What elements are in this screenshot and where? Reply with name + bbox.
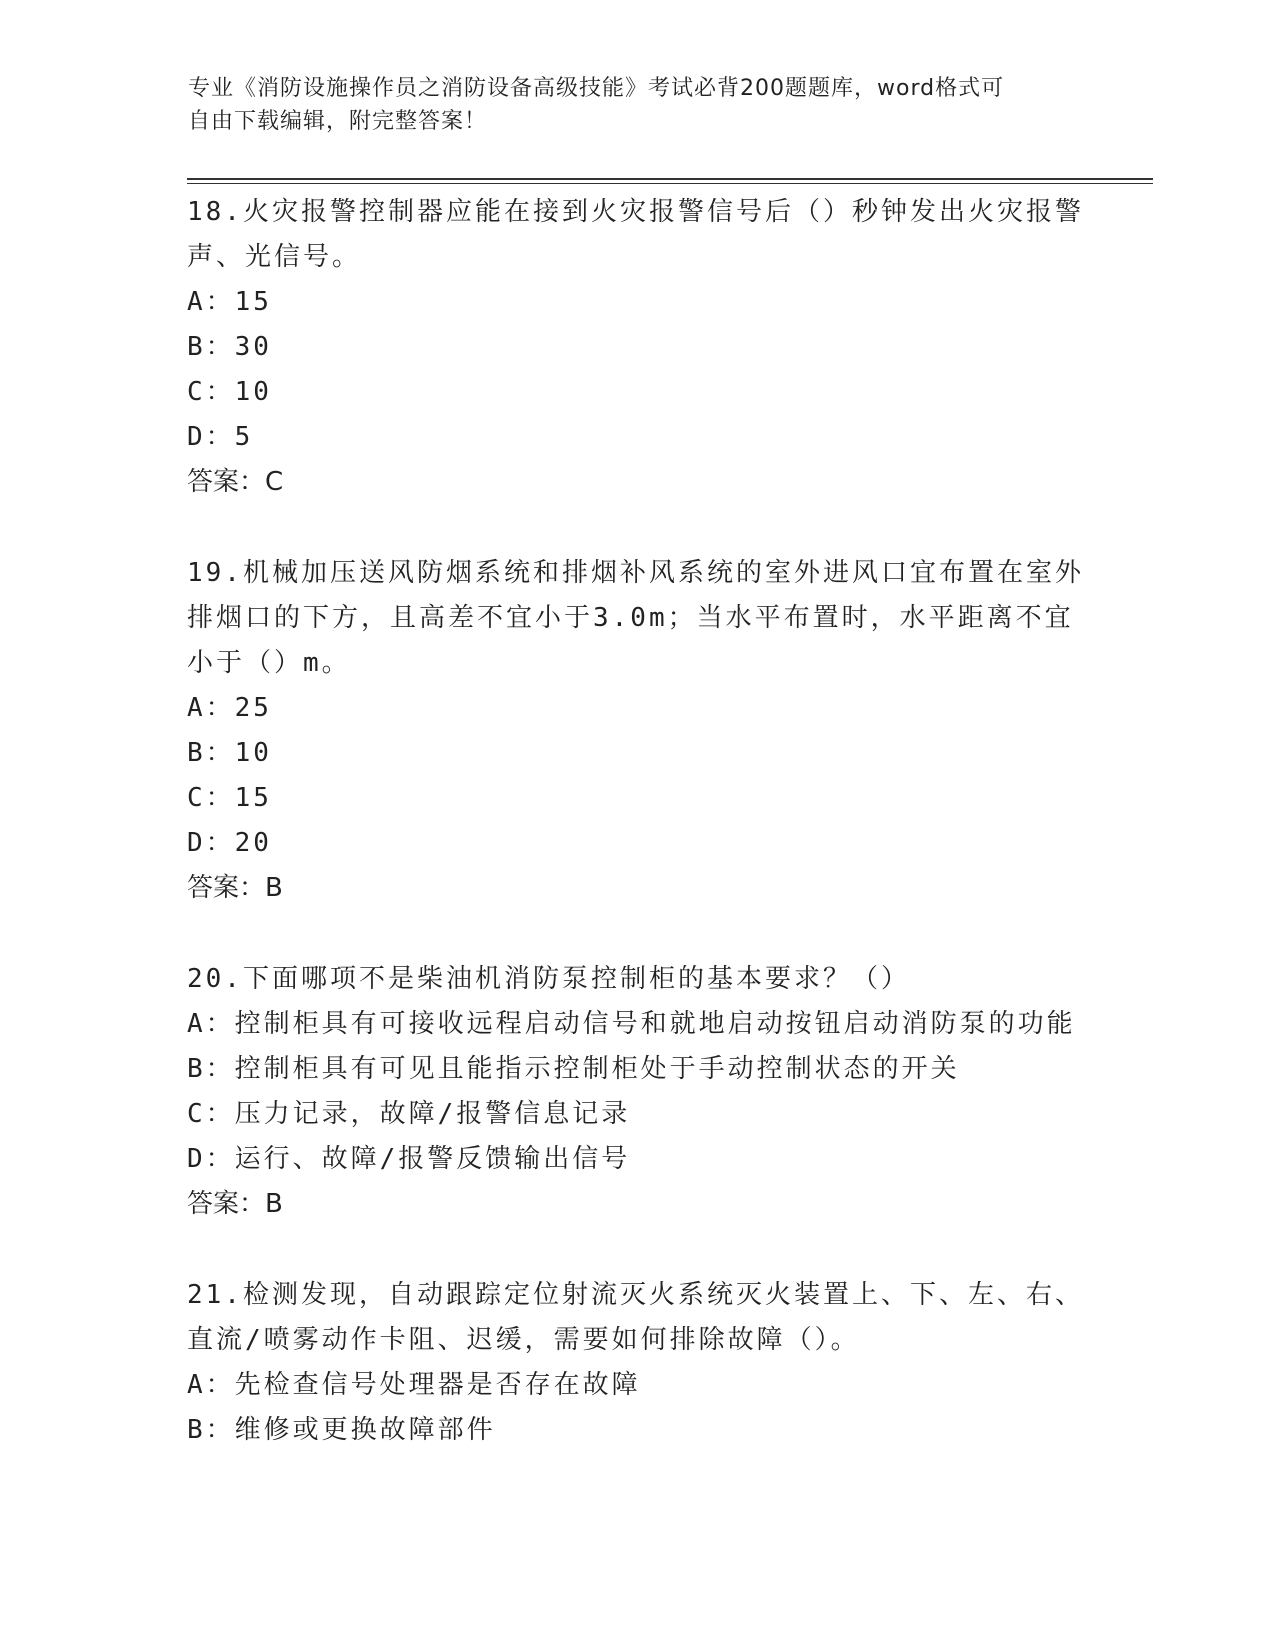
question-text: 18.火灾报警控制器应能在接到火灾报警信号后（）秒钟发出火灾报警声、光信号。 [187, 197, 1084, 272]
answer: 答案：B [187, 873, 283, 903]
option-b: B：控制柜具有可见且能指示控制柜处于手动控制状态的开关 [187, 1054, 960, 1084]
answer: 答案：C [187, 467, 284, 497]
question-text: 21.检测发现，自动跟踪定位射流灭火系统灭火装置上、下、左、右、直流/喷雾动作卡阻、迟缓，需要如何排除故障（）。 [187, 1280, 1084, 1355]
answer: 答案：B [187, 1189, 283, 1219]
option-b: B：维修或更换故障部件 [187, 1415, 496, 1445]
option-a: A：先检查信号处理器是否存在故障 [187, 1370, 641, 1400]
header-line-2: 自由下载编辑，附完整答案！ [188, 109, 488, 134]
question-19 [187, 551, 1087, 911]
option-d: D：20 [187, 828, 272, 858]
question-20 [187, 957, 1087, 1227]
option-d: D：运行、故障/报警反馈输出信号 [187, 1144, 631, 1174]
option-a: A：控制柜具有可接收远程启动信号和就地启动按钮启动消防泵的功能 [187, 1009, 1076, 1039]
header-divider-thin [187, 183, 1153, 184]
option-a: A：25 [187, 693, 272, 723]
option-c: C：压力记录，故障/报警信息记录 [187, 1099, 631, 1129]
option-c: C：10 [187, 377, 272, 407]
question-18 [187, 190, 1087, 505]
option-c: C：15 [187, 783, 272, 813]
header-line-1: 专业《消防设施操作员之消防设备高级技能》考试必背200题题库，word格式可 [188, 76, 1005, 101]
document-header [188, 72, 1088, 138]
option-a: A：15 [187, 287, 272, 317]
option-b: B：10 [187, 738, 272, 768]
question-21 [187, 1273, 1087, 1453]
option-b: B：30 [187, 332, 272, 362]
question-text: 19.机械加压送风防烟系统和排烟补风系统的室外进风口宜布置在室外排烟口的下方，且高差不宜小于3.0m；当水平布置时，水平距离不宜小于（）m。 [187, 558, 1084, 678]
header-divider-thick [187, 178, 1153, 180]
option-d: D：5 [187, 422, 254, 452]
question-list [187, 190, 1087, 1499]
question-text: 20.下面哪项不是柴油机消防泵控制柜的基本要求？（） [187, 964, 910, 994]
